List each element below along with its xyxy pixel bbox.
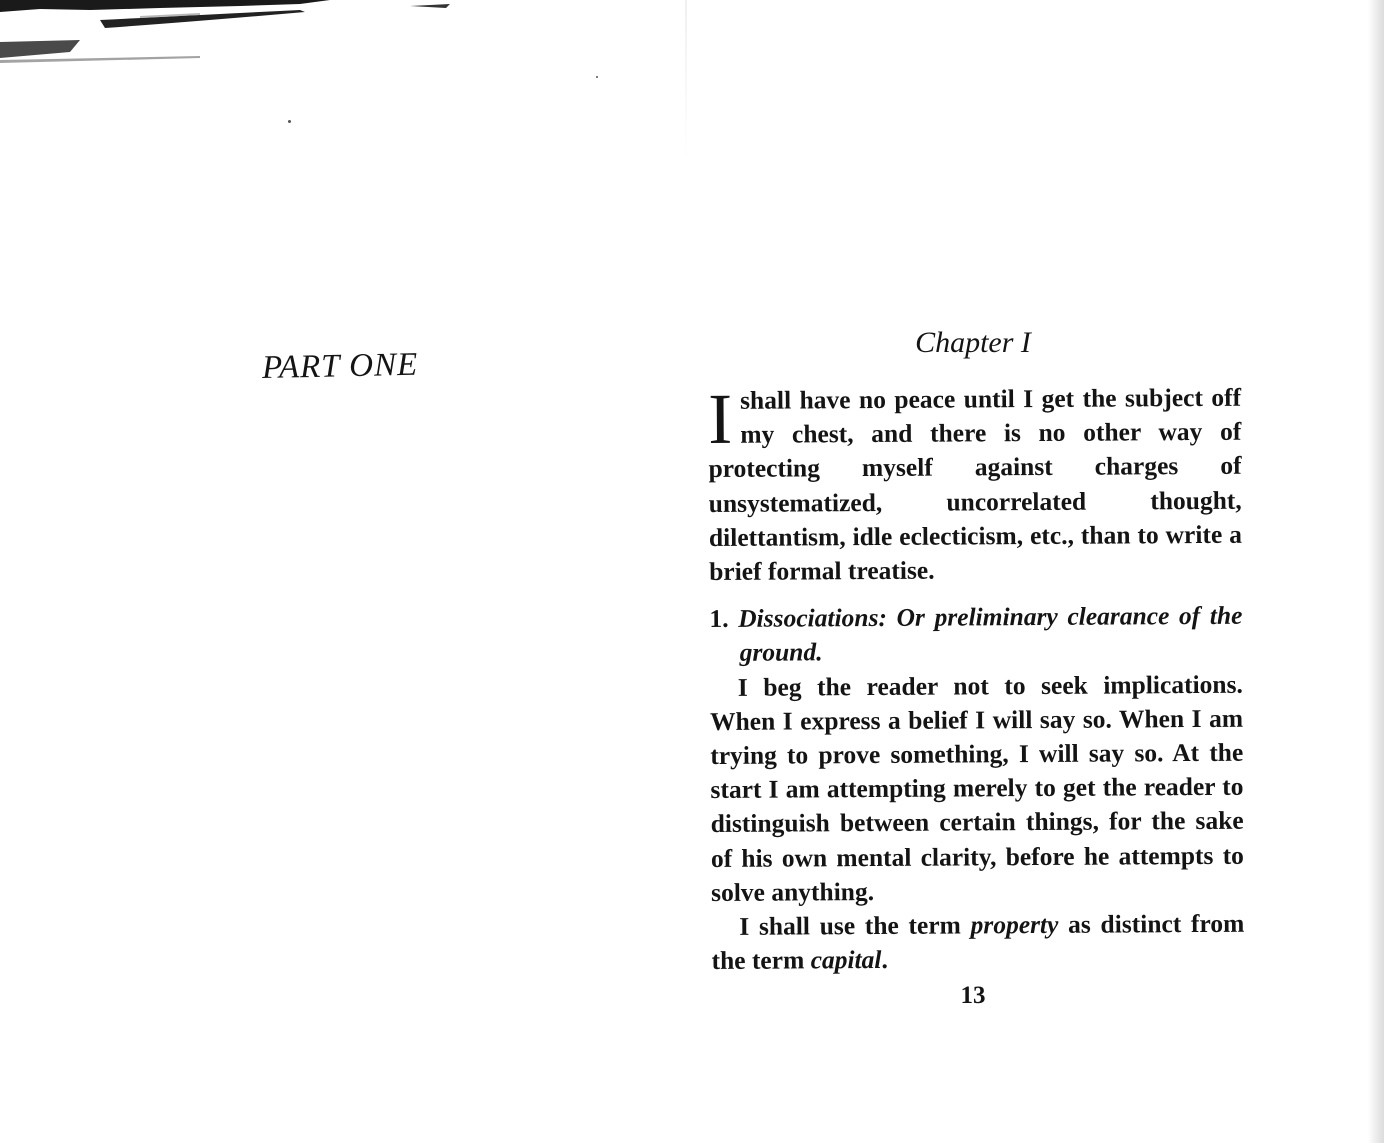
left-page [0, 0, 686, 1143]
section-number: 1. [709, 604, 729, 634]
right-page [686, 0, 1366, 1143]
opening-paragraph [707, 378, 1243, 589]
drop-cap: I [707, 378, 733, 459]
paragraph-3 [711, 907, 1244, 979]
part-title: PART ONE [261, 346, 419, 386]
term-capital: capital [810, 945, 882, 975]
opening-paragraph-text: shall have no peace until I get the subject off my chest, and there is no other way of protecting myself against charges of unsystematized, uncorrelated thought, dilettantism, idle eclecticism, etc., than to write a brief formal treatise. [708, 382, 1243, 587]
scan-speck [288, 120, 291, 123]
paragraph-2: I beg the reader not to seek implications. When I express a belief I will say so. When I am trying to prove something, I will say so. At the start I am attempting merely to get the reader to distinguish between certain things, for the sake of his own mental clarity, before he attempts to solve anything. [709, 669, 1244, 907]
scan-speck [596, 76, 598, 78]
section-heading-text: Dissociations: Or preliminary clearance of the ground. [738, 600, 1243, 668]
page-number: 13 [960, 982, 986, 1009]
paragraph-3-text: . [881, 945, 888, 975]
chapter-title: Chapter I [915, 326, 1031, 359]
page-edge-shadow [1368, 0, 1384, 1143]
term-property: property [970, 909, 1059, 940]
body-text [707, 378, 1245, 979]
section-heading [709, 599, 1242, 671]
paragraph-3-text: I shall use the term [739, 910, 971, 941]
paragraph-3-text: as distinct from the term [711, 908, 1245, 976]
